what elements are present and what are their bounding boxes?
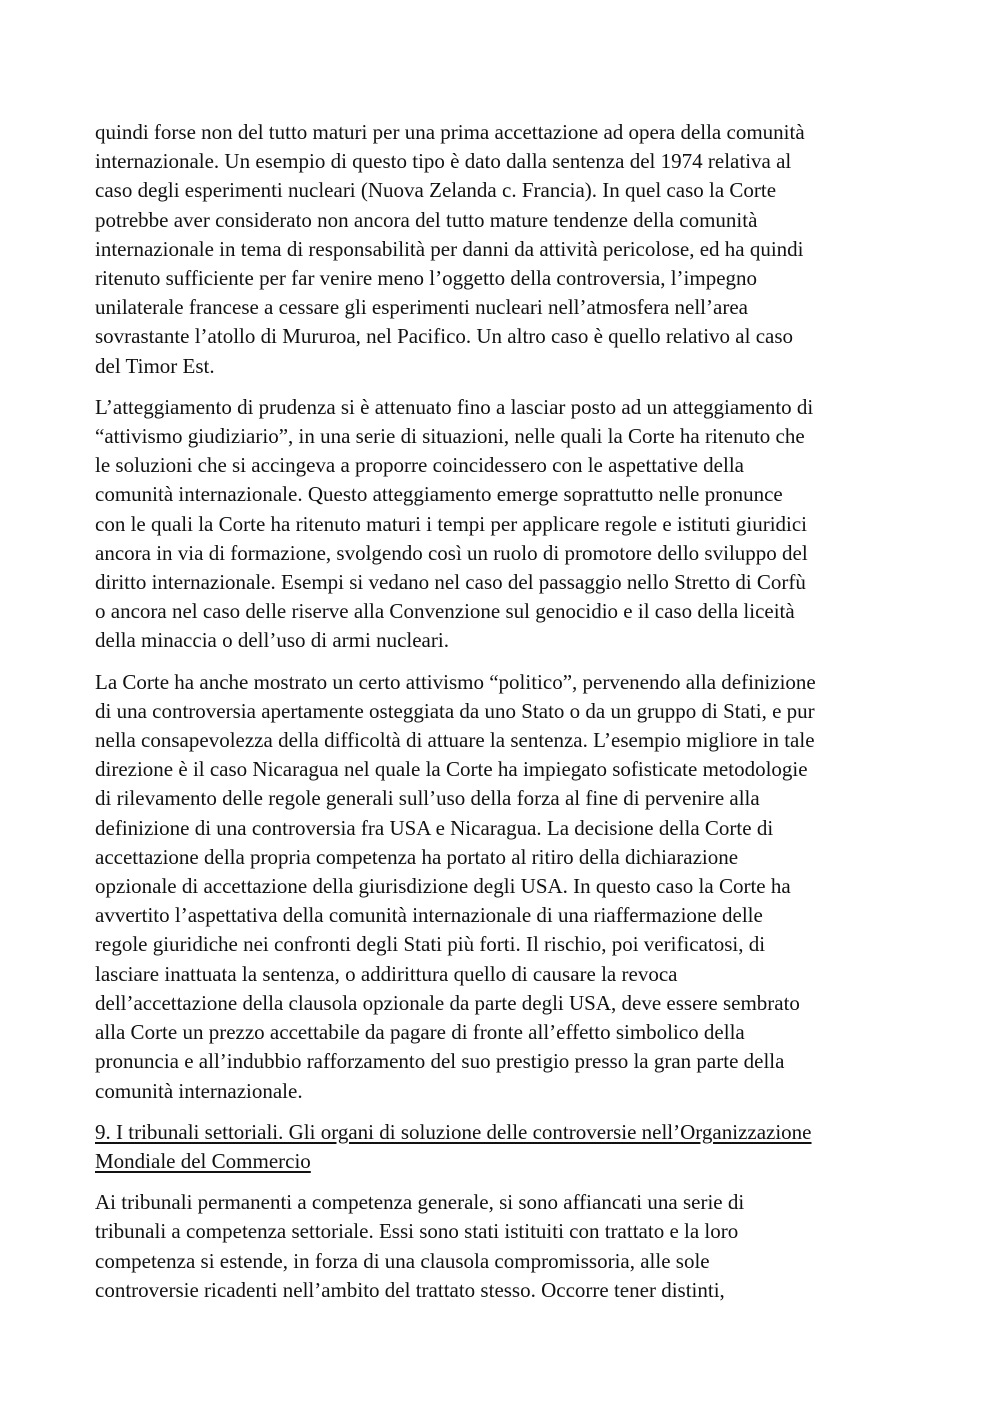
text-line: diritto internazionale. Esempi si vedano nel caso del passaggio nello Stretto di Corfù (95, 570, 806, 595)
text-line: o ancora nel caso delle riserve alla Convenzione sul genocidio e il caso della liceità (95, 599, 795, 624)
text-line: le soluzioni che si accingeva a proporre coincidessero con le aspettative della (95, 453, 744, 478)
text-line: comunità internazionale. Questo atteggiamento emerge soprattutto nelle pronunce (95, 482, 783, 507)
text-line: ritenuto sufficiente per far venire meno l’oggetto della controversia, l’impegno (95, 266, 758, 291)
text-line: definizione di una controversia fra USA e Nicaragua. La decisione della Corte di (95, 815, 774, 840)
text-line: opzionale di accettazione della giurisdizione degli USA. In questo caso la Corte ha (95, 874, 791, 899)
text-line: accettazione della propria competenza ha portato al ritiro della dichiarazione (95, 844, 739, 869)
document-page (95, 118, 907, 1317)
text-line: della minaccia o dell’uso di armi nucleari. (95, 628, 449, 653)
text-line: lasciare inattuata la sentenza, o addirittura quello di causare la revoca (95, 961, 678, 986)
text-line: sovrastante l’atollo di Mururoa, nel Pacifico. Un altro caso è quello relativo al caso (95, 324, 794, 349)
heading-line: Mondiale del Commercio (95, 1148, 311, 1173)
text-line: Ai tribunali permanenti a competenza generale, si sono affiancati una serie di (95, 1190, 745, 1215)
text-line: controversie ricadenti nell’ambito del trattato stesso. Occorre tener distinti, (95, 1277, 725, 1302)
text-line: tribunali a competenza settoriale. Essi sono stati istituiti con trattato e la loro (95, 1219, 739, 1244)
text-line: unilaterale francese a cessare gli esperimenti nucleari nell’atmosfera nell’area (95, 295, 748, 320)
text-line: caso degli esperimenti nucleari (Nuova Zelanda c. Francia). In quel caso la Corte (95, 178, 777, 203)
text-line: La Corte ha anche mostrato un certo attivismo “politico”, pervenendo alla definizione (95, 669, 816, 694)
text-line: di rilevamento delle regole generali sull’uso della forza al fine di pervenire alla (95, 786, 760, 811)
text-line: con le quali la Corte ha ritenuto maturi i tempi per applicare regole e istituti giuridici (95, 511, 808, 536)
text-line: dell’accettazione della clausola opzionale da parte degli USA, deve essere sembrato (95, 990, 800, 1015)
text-line: alla Corte un prezzo accettabile da pagare di fronte all’effetto simbolico della (95, 1020, 745, 1045)
text-line: L’atteggiamento di prudenza si è attenuato fino a lasciar posto ad un atteggiamento di (95, 394, 814, 419)
text-line: internazionale. Un esempio di questo tipo è dato dalla sentenza del 1974 relativa al (95, 149, 792, 174)
paragraph-4 (95, 1188, 907, 1305)
text-line: avvertito l’aspettativa della comunità internazionale di una riaffermazione delle (95, 903, 763, 928)
text-line: pronuncia e all’indubbio rafforzamento del suo prestigio presso la gran parte della (95, 1049, 785, 1074)
text-line: comunità internazionale. (95, 1078, 303, 1103)
section-heading (95, 1118, 907, 1176)
text-line: competenza si estende, in forza di una clausola compromissoria, alle sole (95, 1248, 710, 1273)
text-line: di una controversia apertamente osteggiata da uno Stato o da un gruppo di Stati, e pur (95, 698, 815, 723)
text-line: nella consapevolezza della difficoltà di attuare la sentenza. L’esempio migliore in tale (95, 728, 815, 753)
heading-line: 9. I tribunali settoriali. Gli organi di soluzione delle controversie nell’Organizzazione (95, 1119, 812, 1144)
text-line: del Timor Est. (95, 353, 215, 378)
text-line: direzione è il caso Nicaragua nel quale la Corte ha impiegato sofisticate metodologie (95, 757, 808, 782)
text-line: regole giuridiche nei confronti degli Stati più forti. Il rischio, poi verificatosi, di (95, 932, 766, 957)
text-line: “attivismo giudiziario”, in una serie di situazioni, nelle quali la Corte ha ritenuto che (95, 424, 805, 449)
paragraph-2 (95, 393, 907, 656)
text-line: quindi forse non del tutto maturi per una prima accettazione ad opera della comunità (95, 120, 805, 144)
text-line: ancora in via di formazione, svolgendo così un ruolo di promotore dello sviluppo del (95, 540, 808, 565)
text-line: internazionale in tema di responsabilità per danni da attività pericolose, ed ha quindi (95, 236, 804, 261)
paragraph-3 (95, 668, 907, 1106)
paragraph-1 (95, 118, 907, 381)
text-line: potrebbe aver considerato non ancora del tutto mature tendenze della comunità (95, 207, 758, 232)
